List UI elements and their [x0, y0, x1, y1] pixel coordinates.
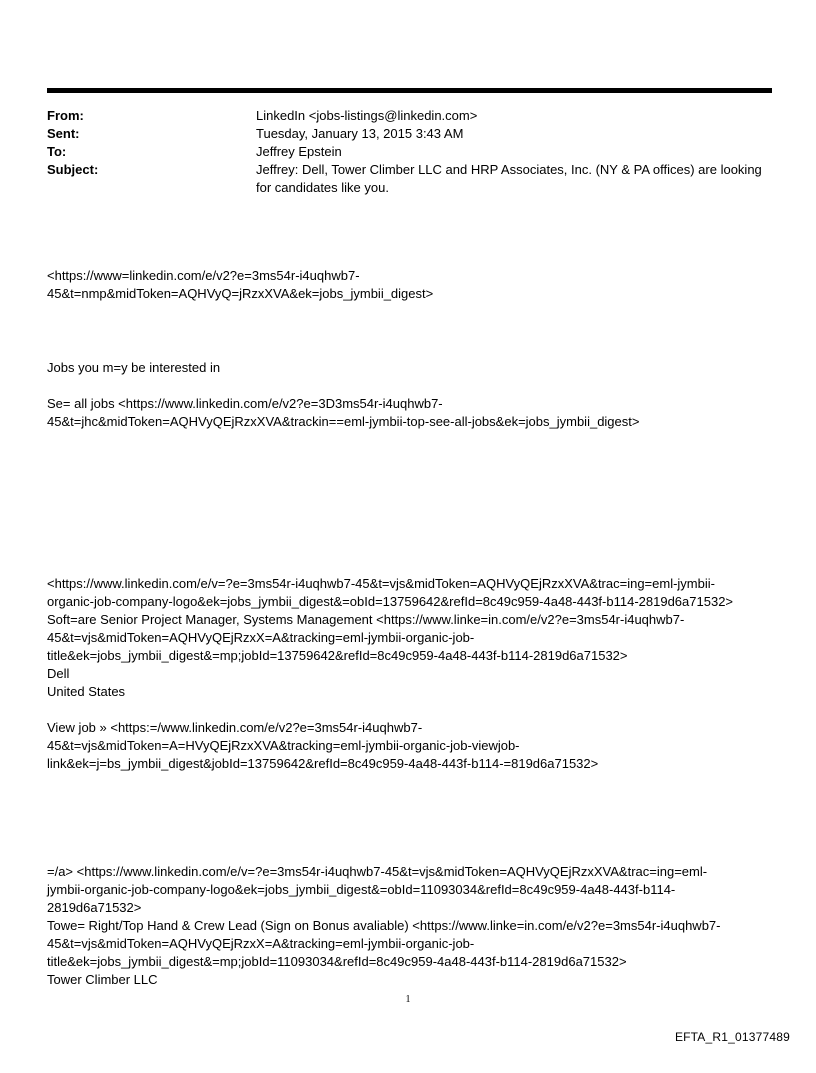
view-job-link[interactable]: View job » <https:=/www.linkedin.com/e/v2?e=3ms54r-i4uqhwb7-	[47, 720, 423, 735]
see-all-link[interactable]: 45&t=jhc&midToken=AQHVyQEjRzxXVA&trackin==eml-jymbii-top-see-all-jobs&ek=jobs_jymbii_digest>	[47, 414, 640, 429]
logo-link-block	[47, 267, 772, 303]
job-location: United States	[47, 684, 126, 699]
view-job-link[interactable]: 45&t=vjs&midToken=A=HVyQEjRzxXVA&tracking=eml-jymbii-organic-job-viewjob-	[47, 738, 520, 753]
bates-number: EFTA_R1_01377489	[674, 1030, 790, 1044]
job-title-link[interactable]: Soft=are Senior Project Manager, Systems Management <https://www.linke=in.com/e/v2?e=3ms54r-i4uqhwb7-	[47, 612, 685, 627]
company-logo-link[interactable]: =/a> <https://www.linkedin.com/e/v=?e=3ms54r-i4uqhwb7-45&t=vjs&midToken=AQHVyQEjRzxXVA&trac=ing=eml-	[47, 864, 708, 879]
job-title-link[interactable]: 45&t=vjs&midToken=AQHVyQEjRzxX=A&tracking=eml-jymbii-organic-job-	[47, 936, 475, 951]
subject-line: Jeffrey: Dell, Tower Climber LLC and HRP Associates, Inc. (NY & PA offices) are looking	[256, 162, 762, 177]
subject-line: for candidates like you.	[256, 180, 389, 195]
from-row	[47, 107, 772, 125]
see-all-block	[47, 395, 772, 431]
link-text[interactable]: 45&t=nmp&midToken=AQHVyQ=jRzxXVA&ek=jobs_jymbii_digest>	[47, 286, 434, 301]
company-logo-link[interactable]: <https://www.linkedin.com/e/v=?e=3ms54r-i4uqhwb7-45&t=vjs&midToken=AQHVyQEjRzxXVA&trac=ing=eml-jymbii-	[47, 576, 715, 591]
company-logo-link[interactable]: jymbii-organic-job-company-logo&ek=jobs_jymbii_digest&=obId=11093034&refId=8c49c959-4a48-443f-b114-	[47, 882, 676, 897]
see-all-link[interactable]: Se= all jobs <https://www.linkedin.com/e/v2?e=3D3ms54r-i4uqhwb7-	[47, 396, 443, 411]
link-text[interactable]: <https://www=linkedin.com/e/v2?e=3ms54r-i4uqhwb7-	[47, 268, 360, 283]
header-rule	[47, 88, 772, 93]
job-title-link[interactable]: 45&t=vjs&midToken=AQHVyQEjRzxX=A&tracking=eml-jymbii-organic-job-	[47, 630, 475, 645]
email-header	[47, 107, 772, 197]
job-title-link[interactable]: title&ek=jobs_jymbii_digest&=mp;jobId=13759642&refId=8c49c959-4a48-443f-b114-2819d6a71532>	[47, 648, 628, 663]
company-name: Tower Climber LLC	[47, 972, 158, 987]
from-value: LinkedIn <jobs-listings@linkedin.com>	[256, 108, 478, 123]
jobs-heading-block	[47, 359, 772, 377]
view-job-link[interactable]: link&ek=j=bs_jymbii_digest&jobId=13759642&refId=8c49c959-4a48-443f-b114-=819d6a71532>	[47, 756, 599, 771]
from-label: From:	[47, 108, 84, 123]
to-label: To:	[47, 144, 67, 159]
sent-row	[47, 125, 772, 143]
to-value: Jeffrey Epstein	[256, 144, 342, 159]
subject-value	[256, 161, 772, 197]
company-logo-link[interactable]: 2819d6a71532>	[47, 900, 142, 915]
sent-label: Sent:	[47, 126, 80, 141]
sent-value: Tuesday, January 13, 2015 3:43 AM	[256, 126, 464, 141]
job-title-link[interactable]: title&ek=jobs_jymbii_digest&=mp;jobId=11093034&refId=8c49c959-4a48-443f-b114-2819d6a71532>	[47, 954, 627, 969]
job-listing-tower-climber	[47, 863, 772, 989]
company-logo-link[interactable]: organic-job-company-logo&ek=jobs_jymbii_digest&=obId=13759642&refId=8c49c959-4a48-443f-b114-2819d6a71532>	[47, 594, 734, 609]
page-number: 1	[405, 994, 411, 1005]
company-name: Dell	[47, 666, 70, 681]
to-row	[47, 143, 772, 161]
job-title-link[interactable]: Towe= Right/Top Hand & Crew Lead (Sign on Bonus avaliable) <https://www.linke=in.com/e/v2?e=3ms54r-i4uqhwb7-	[47, 918, 721, 933]
jobs-heading: Jobs you m=y be interested in	[47, 360, 221, 375]
job-listing-dell	[47, 575, 772, 701]
subject-label: Subject:	[47, 162, 99, 177]
subject-row	[47, 161, 772, 197]
view-job-block	[47, 719, 772, 773]
